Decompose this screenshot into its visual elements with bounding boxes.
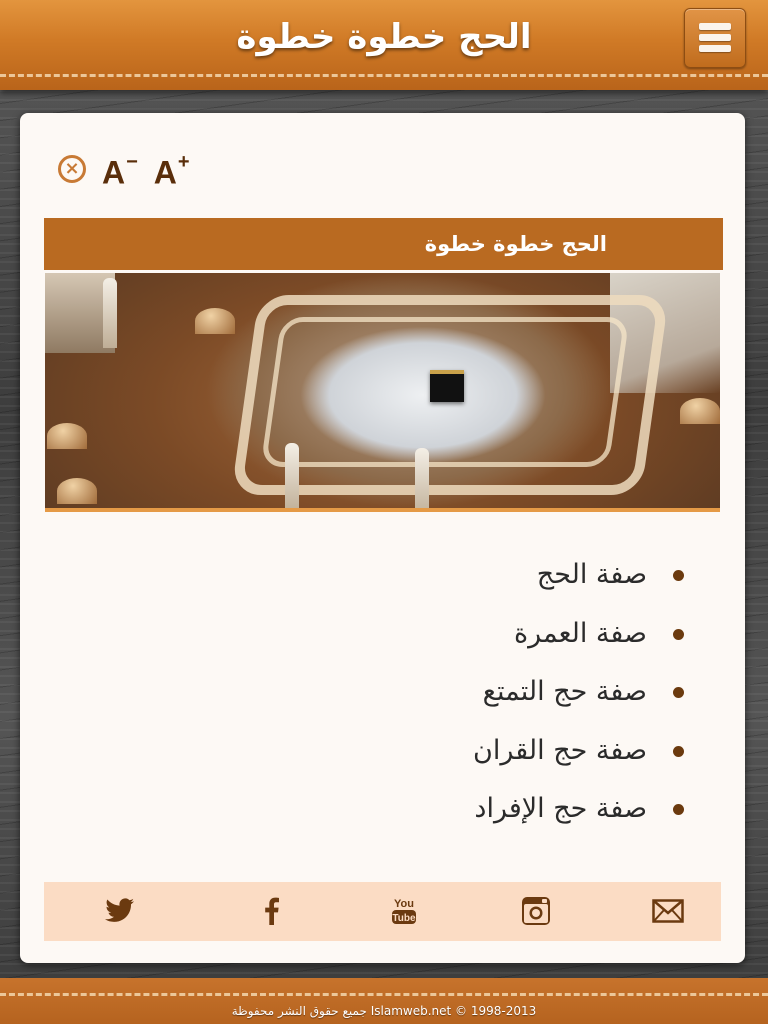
photo-minaret (285, 443, 299, 512)
photo-dome (57, 478, 97, 504)
plus-icon: + (177, 150, 190, 173)
bullet-icon (673, 804, 684, 815)
list-item-label: صفة العمرة (513, 617, 647, 649)
font-decrease-label: A (102, 154, 126, 191)
close-symbol: × (64, 158, 80, 179)
kaaba-photo (45, 273, 720, 512)
hamburger-menu-icon-bar (699, 45, 731, 52)
copyright-text: جميع حقوق النشر محفوظة Islamweb.net © 1998-2013 (231, 1004, 537, 1018)
hamburger-menu-icon (699, 23, 731, 30)
article-title: الحج خطوة خطوة (44, 218, 723, 270)
svg-text:You: You (394, 898, 414, 910)
font-toolbar (58, 150, 190, 191)
list-item-label: صفة الحج (536, 559, 647, 590)
footer-bar (0, 978, 768, 1024)
bullet-icon (673, 746, 684, 757)
font-increase-button[interactable] (154, 147, 190, 192)
minus-icon: − (126, 150, 138, 173)
photo-dome (195, 308, 235, 334)
header-bar (0, 0, 768, 90)
social-bar (44, 882, 721, 941)
youtube-icon[interactable] (388, 895, 420, 927)
list-item[interactable] (20, 612, 745, 671)
photo-minaret (103, 278, 117, 348)
font-decrease-button[interactable] (102, 147, 138, 192)
bullet-icon (673, 570, 684, 581)
kaaba-shape (430, 370, 464, 402)
content-card (20, 113, 745, 963)
list-item[interactable] (20, 670, 745, 729)
facebook-icon[interactable] (256, 895, 288, 927)
font-increase-label: A (153, 154, 177, 191)
photo-minaret (415, 448, 429, 512)
list-item-label: صفة حج الإفراد (474, 793, 647, 824)
instagram-icon[interactable] (520, 895, 552, 927)
mail-icon[interactable] (652, 895, 684, 927)
list-item-label: صفة حج التمتع (482, 676, 647, 707)
svg-text:Tube: Tube (392, 913, 416, 924)
hamburger-menu-icon-bar (699, 34, 731, 41)
steps-list (20, 553, 745, 846)
app-title: الحج خطوة خطوة (236, 17, 532, 57)
list-item[interactable] (20, 787, 745, 846)
twitter-icon[interactable] (104, 895, 136, 927)
photo-dome (47, 423, 87, 449)
bullet-icon (673, 687, 684, 698)
list-item[interactable] (20, 729, 745, 788)
bullet-icon (673, 629, 684, 640)
photo-dome (680, 398, 720, 424)
footer-stitch (0, 993, 768, 996)
menu-button[interactable] (684, 8, 746, 68)
list-item[interactable] (20, 553, 745, 612)
close-icon[interactable] (58, 155, 86, 183)
header-stitch (0, 74, 768, 77)
list-item-label: صفة حج القران (473, 734, 647, 766)
